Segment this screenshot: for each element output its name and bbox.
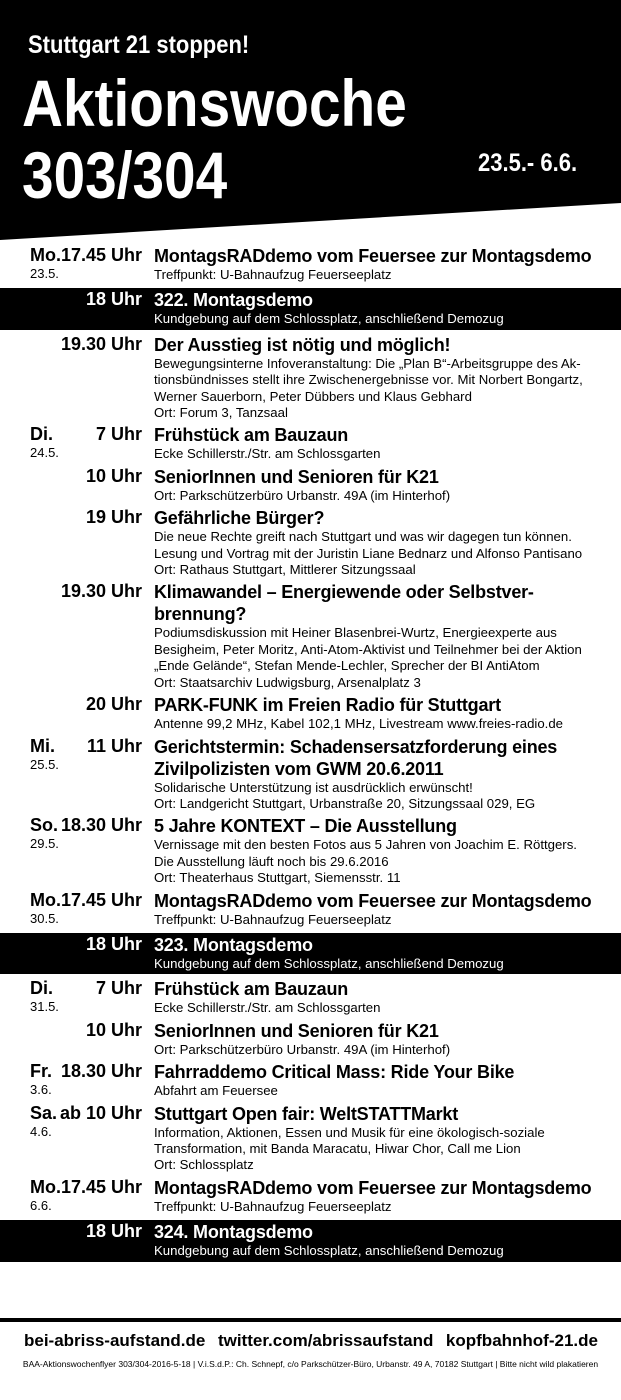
event-details: [154, 889, 612, 930]
event-details: [154, 244, 612, 285]
event-row: [0, 735, 621, 815]
event-description-line: Podiumsdiskussion mit Heiner Blasenbrei-Wurtz, Energieexperte aus: [154, 625, 557, 641]
event-description-line: tionsbündnisses stellt ihre Zwischenergebnisse vor. Mit Norbert Bongartz,: [154, 372, 583, 388]
event-description-line: Treffpunkt: U-Bahnaufzug Feuerseeplatz: [154, 1198, 392, 1214]
event-time: 10 Uhr: [85, 465, 142, 486]
event-description-line: Abfahrt am Feuersee: [154, 1083, 278, 1099]
event-row: [0, 580, 621, 693]
event-details: [154, 693, 612, 734]
event-time: 18 Uhr: [85, 1221, 142, 1242]
event-title: Gefährliche Bürger?: [154, 508, 325, 529]
event-row: [0, 814, 621, 888]
event-title: Stuttgart Open fair: WeltSTATTMarkt: [154, 1103, 459, 1124]
event-day: Mo.: [30, 1176, 61, 1197]
event-description-line: Kundgebung auf dem Schlossplatz, anschließend Demozug: [154, 1243, 504, 1259]
event-time: 18 Uhr: [85, 289, 142, 310]
event-description-line: Ort: Landgericht Stuttgart, Urbanstraße 20, Sitzungssaal 029, EG: [154, 795, 536, 811]
event-row: [0, 465, 621, 506]
event-time: 19.30 Uhr: [60, 333, 142, 354]
page-title-number: 303/304: [22, 138, 228, 212]
event-time: 18.30 Uhr: [60, 1061, 142, 1082]
event-title: Der Ausstieg ist nötig und möglich!: [154, 334, 451, 355]
event-title: 324. Montagsdemo: [154, 1222, 313, 1243]
link-kopfbahnhof[interactable]: kopfbahnhof-21.de: [445, 1331, 598, 1350]
event-title: SeniorInnen und Senioren für K21: [154, 466, 439, 487]
event-details: [154, 423, 612, 464]
event-time: 10 Uhr: [85, 1019, 142, 1040]
event-title: MontagsRADdemo vom Feuersee zur Montagsdemo: [154, 890, 592, 911]
event-row: [0, 244, 621, 285]
event-description-line: Die Ausstellung läuft noch bis 29.6.2016: [154, 853, 389, 869]
footer-links: [24, 1330, 598, 1352]
event-title: 323. Montagsdemo: [154, 934, 313, 955]
event-list: [0, 244, 621, 1265]
event-row: [0, 1102, 621, 1176]
event-description-line: Bewegungsinterne Infoveranstaltung: Die „Plan B“-Arbeitsgruppe des Ak-: [154, 355, 581, 371]
event-day: Mi.: [30, 735, 55, 756]
event-description-line: Kundgebung auf dem Schlossplatz, anschließend Demozug: [154, 311, 504, 327]
date-range: 23.5.- 6.6.: [478, 149, 578, 177]
event-date: 30.5.: [30, 910, 59, 926]
event-description-line: Ort: Schlossplatz: [154, 1157, 254, 1173]
event-details: [154, 1220, 612, 1261]
event-row: [0, 506, 621, 580]
event-time: 7 Uhr: [95, 424, 142, 445]
event-date: 31.5.: [30, 999, 59, 1015]
event-row: [0, 889, 621, 930]
event-description-line: Ort: Staatsarchiv Ludwigsburg, Arsenalplatz 3: [154, 674, 421, 690]
event-details: [154, 333, 612, 424]
event-day: Mo.: [30, 889, 61, 910]
event-description-line: Vernissage mit den besten Fotos aus 5 Jahren von Joachim E. Röttgers.: [154, 837, 577, 853]
event-time: 18 Uhr: [85, 933, 142, 954]
event-date: 24.5.: [30, 445, 59, 461]
event-details: [154, 1060, 612, 1101]
event-row: [0, 1060, 621, 1101]
event-time: 7 Uhr: [95, 978, 142, 999]
event-description-line: Ort: Theaterhaus Stuttgart, Siemensstr. 11: [154, 870, 401, 886]
event-day: Di.: [30, 424, 54, 445]
event-description-line: Ort: Parkschützerbüro Urbanstr. 49A (im Hinterhof): [154, 1041, 451, 1057]
event-description-line: Besigheim, Peter Moritz, Anti-Atom-Aktivist und Teilnehmer bei der Aktion: [154, 641, 582, 657]
event-description-line: Treffpunkt: U-Bahnaufzug Feuerseeplatz: [154, 267, 392, 282]
event-row-highlight: [0, 1220, 621, 1261]
event-date: 25.5.: [30, 756, 59, 772]
event-row-highlight: [0, 933, 621, 974]
event-description-line: Ecke Schillerstr./Str. am Schlossgarten: [154, 1000, 381, 1016]
event-title: Fahrraddemo Critical Mass: Ride Your Bike: [154, 1062, 515, 1083]
event-title: PARK-FUNK im Freien Radio für Stuttgart: [154, 695, 501, 716]
event-details: [154, 814, 612, 888]
event-details: [154, 1019, 612, 1060]
event-time: 18.30 Uhr: [60, 815, 142, 836]
event-title: Klimawandel – Energiewende oder Selbstver-brennung?: [154, 582, 534, 625]
event-date: 29.5.: [30, 836, 59, 852]
event-time: 17.45 Uhr: [60, 245, 142, 265]
event-details: [154, 735, 612, 815]
link-website[interactable]: bei-abriss-aufstand.de: [24, 1331, 206, 1350]
event-description-line: Transformation, mit Banda Maracatu, Hiwar Chor, Call me Lion: [154, 1140, 521, 1156]
event-title: 5 Jahre KONTEXT – Die Ausstellung: [154, 816, 457, 837]
event-description-line: Ort: Parkschützerbüro Urbanstr. 49A (im Hinterhof): [154, 487, 451, 503]
event-day: So.: [30, 815, 59, 836]
event-details: [154, 580, 612, 693]
tagline: Stuttgart 21 stoppen!: [28, 31, 250, 59]
event-details: [154, 506, 612, 580]
event-time: 17.45 Uhr: [60, 889, 142, 910]
event-row: [0, 423, 621, 464]
event-date: 4.6.: [30, 1123, 52, 1139]
event-title: Gerichtstermin: Schadensersatzforderung eines Zivilpolizisten vom GWM 20.6.2011: [154, 736, 558, 779]
event-description-line: Antenne 99,2 MHz, Kabel 102,1 MHz, Livestream www.freies-radio.de: [154, 716, 564, 732]
event-row: [0, 1019, 621, 1060]
event-time: 19.30 Uhr: [60, 581, 142, 602]
imprint: BAA-Aktionswochenflyer 303/304-2016-5-18 | V.i.S.d.P.: Ch. Schnepf, c/o Parkschützer-Büro, Urbanstr. 49 A, 70182 Stuttgart | Bitte nicht wild plakatieren: [22, 1359, 599, 1369]
event-title: Frühstück am Bauzaun: [154, 979, 349, 1000]
event-description-line: „Ende Gelände“, Stefan Mende-Lechler, Sprecher der BI AntiAtom: [154, 658, 540, 674]
event-details: [154, 933, 612, 974]
footer-divider: [0, 1318, 621, 1322]
event-description-line: Solidarische Unterstützung ist ausdrücklich erwünscht!: [154, 779, 473, 795]
event-date: 6.6.: [30, 1197, 52, 1213]
event-details: [154, 1102, 612, 1176]
event-description-line: Ort: Forum 3, Tanzsaal: [154, 405, 288, 421]
event-title: 322. Montagsdemo: [154, 290, 313, 311]
event-description-line: Lesung und Vortrag mit der Juristin Liane Bednarz und Alfonso Pantisano: [154, 545, 583, 561]
event-title: MontagsRADdemo vom Feuersee zur Montagsdemo: [154, 246, 592, 266]
link-twitter[interactable]: twitter.com/abrissaufstand: [217, 1331, 434, 1350]
event-day: Di.: [30, 978, 54, 999]
event-date: 3.6.: [30, 1082, 52, 1098]
event-details: [154, 977, 612, 1018]
event-description-line: Treffpunkt: U-Bahnaufzug Feuerseeplatz: [154, 911, 392, 927]
event-row-highlight: [0, 288, 621, 329]
event-description-line: Kundgebung auf dem Schlossplatz, anschließend Demozug: [154, 955, 504, 971]
event-details: [154, 1176, 612, 1217]
event-details: [154, 465, 612, 506]
event-title: MontagsRADdemo vom Feuersee zur Montagsdemo: [154, 1177, 592, 1198]
event-title: SeniorInnen und Senioren für K21: [154, 1020, 439, 1041]
event-title: Frühstück am Bauzaun: [154, 425, 349, 446]
event-row: [0, 693, 621, 734]
event-time: 17.45 Uhr: [60, 1176, 142, 1197]
event-day: Mo.: [30, 245, 61, 265]
event-description-line: Ecke Schillerstr./Str. am Schlossgarten: [154, 446, 381, 462]
event-row: [0, 1176, 621, 1217]
event-row: [0, 333, 621, 424]
event-time: 11 Uhr: [86, 735, 142, 756]
event-description-line: Information, Aktionen, Essen und Musik für eine ökologisch-soziale: [154, 1124, 545, 1140]
event-day: Sa.: [30, 1102, 58, 1123]
event-description-line: Die neue Rechte greift nach Stuttgart und was wir dagegen tun können.: [154, 529, 572, 545]
event-time: 19 Uhr: [85, 507, 142, 528]
event-time: ab 10 Uhr: [59, 1102, 142, 1123]
event-row: [0, 977, 621, 1018]
page-title: Aktionswoche: [22, 66, 407, 140]
event-description-line: Werner Sauerborn, Peter Dübbers und Klaus Gebhard: [154, 388, 472, 404]
event-description-line: Ort: Rathaus Stuttgart, Mittlerer Sitzungssaal: [154, 562, 416, 578]
event-date: 23.5.: [30, 266, 59, 281]
event-time: 20 Uhr: [85, 694, 142, 715]
event-details: [154, 288, 612, 329]
event-day: Fr.: [30, 1061, 53, 1082]
